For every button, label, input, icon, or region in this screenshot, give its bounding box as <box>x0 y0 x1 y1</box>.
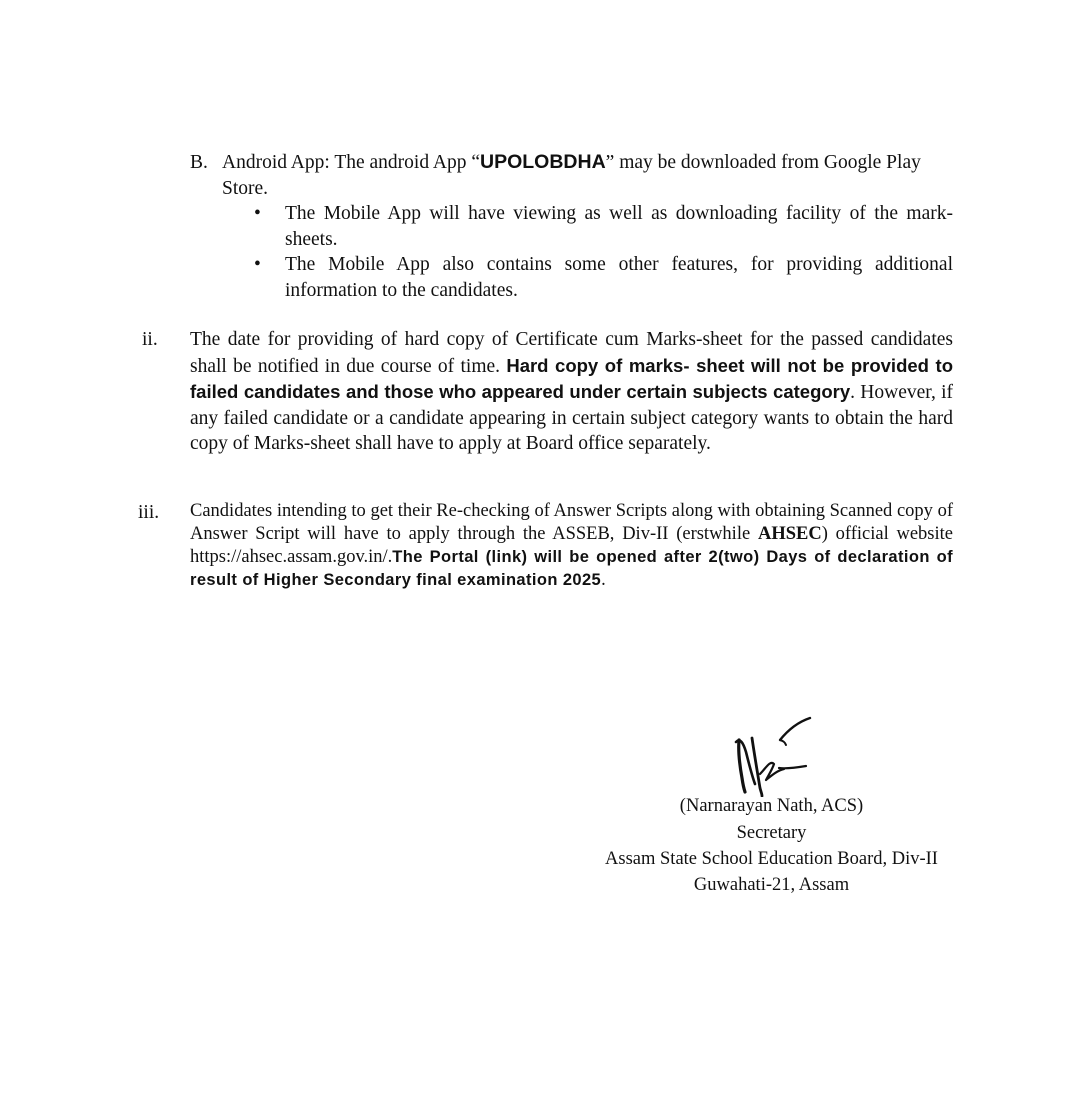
section-iii-marker: iii. <box>138 502 160 523</box>
section-b-paragraph <box>222 150 953 201</box>
section-b-text-after: ” may be downloaded from Google Play Store. <box>222 152 921 199</box>
section-iii-paragraph <box>190 500 953 592</box>
section-ii-text-before: The date for providing of hard copy of Certificate cum Marks-sheet for the passed candidates shall be notified in due course of time. <box>190 329 953 377</box>
section-iii-text-middle: ) official website https://ahsec.assam.gov.in/. <box>190 524 953 567</box>
section-iii-text-after: . <box>601 570 606 590</box>
section-b-marker: B. <box>190 152 208 173</box>
bullet-icon: • <box>254 203 261 224</box>
signatory-organization: Assam State School Education Board, Div-II <box>605 849 938 869</box>
signatory-name: (Narnarayan Nath, ACS) <box>679 796 864 816</box>
organization-abbreviation: AHSEC <box>757 524 822 544</box>
section-b-text-before: Android App: The android App “ <box>222 152 480 173</box>
bullet-text: The Mobile App also contains some other features, for providing additional information to the candidates. <box>285 254 953 301</box>
bullet-icon: • <box>254 254 261 275</box>
section-ii-text-after: . However, if any failed candidate or a candidate appearing in certain subject category wants to obtain the hard copy of Marks-sheet shall have to apply at Board office separately. <box>190 382 953 454</box>
signatory-designation: Secretary <box>736 823 807 843</box>
handwritten-signature <box>724 712 824 797</box>
section-ii-paragraph <box>190 327 953 457</box>
section-iii-bold-text: The Portal (link) will be opened after 2(two) Days of declaration of result of Higher Secondary final examination 2025 <box>190 548 953 589</box>
app-name: UPOLOBDHA <box>480 151 606 173</box>
signatory-place: Guwahati-21, Assam <box>693 875 850 895</box>
section-ii-marker: ii. <box>142 329 158 350</box>
section-iii-text-before: Candidates intending to get their Re-checking of Answer Scripts along with obtaining Scanned copy of Answer Script will have to apply through the ASSEB, Div-II (erstwhile <box>190 501 953 544</box>
bullet-text: The Mobile App will have viewing as well as downloading facility of the mark-sheets. <box>285 203 953 250</box>
section-ii-bold-text: Hard copy of marks- sheet will not be provided to failed candidates and those who appeared under certain subjects category <box>190 354 953 402</box>
